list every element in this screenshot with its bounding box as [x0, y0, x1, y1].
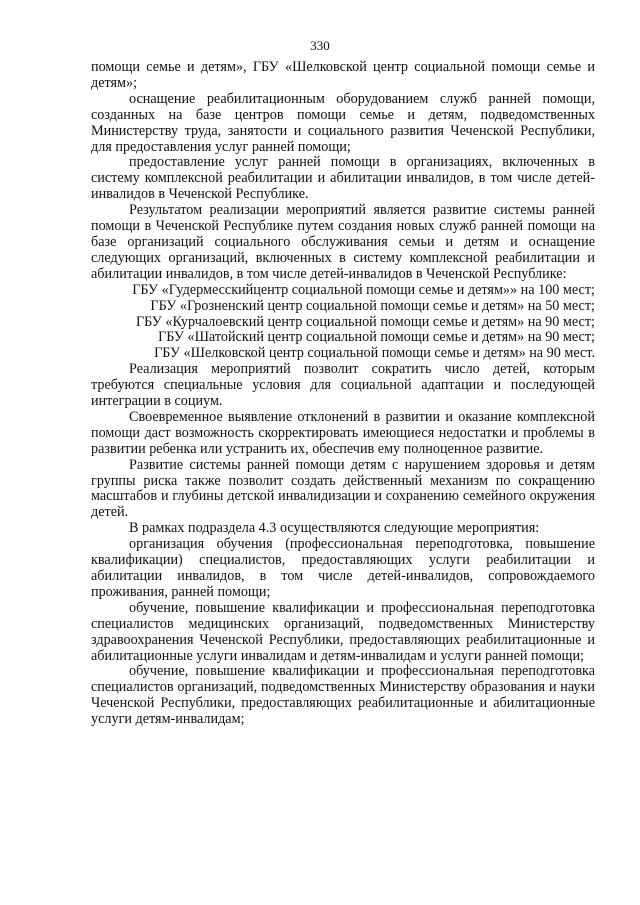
org-list-item: ГБУ «Грозненский центр социальной помощи семье и детям» на 50 мест; [150, 297, 595, 314]
document-body [91, 60, 595, 728]
paragraph-medical-training: обучение, повышение квалификации и профессиональная переподготовка специалистов медицинских организаций, подведомственных Министерству здравоохранения Чеченской Республики, предоставляющих реабилитационные и абилитационные услуги инвалидам и детям-инвалидам и услуги ранней помощи; [91, 599, 595, 664]
paragraph-equipment: оснащение реабилитационным оборудованием служб ранней помощи, созданных на базе центров помощи семье и детям, подведомственных Министерству труда, занятости и социального развития Чеченской Республики, для предоставления услуг ранней помощи; [91, 90, 595, 155]
org-list-item: ГБУ «Шатойский центр социальной помощи семье и детям» на 90 мест; [158, 329, 595, 346]
paragraph-result: Результатом реализации мероприятий является развитие системы ранней помощи в Чеченской Республике путем создания новых служб ранней помощи на базе организаций социального обслуживания семьи и детям и оснащение следующих организаций, включенных в систему комплексной реабилитации и абилитации инвалидов, в том числе детей-инвалидов в Чеченской Республике: [91, 202, 595, 282]
org-list-item: ГБУ «Гудермесскийцентр социальной помощи семье и детям»» на 100 мест; [132, 281, 595, 298]
page-number: 330 [310, 38, 330, 53]
org-list-item: ГБУ «Курчалоевский центр социальной помощи семье и детям» на 90 мест; [135, 313, 595, 330]
paragraph-early-detection: Своевременное выявление отклонений в развитии и оказание комплексной помощи даст возможность скорректировать имеющиеся недостатки и проблемы в развитии ребенка или устранить их, обеспечив ему полноценное развитие. [91, 408, 595, 457]
paragraph-implementation: Реализация мероприятий позволит сократить число детей, которым требуются специальные условия для социальной адаптации и последующей интеграции в социум. [91, 361, 595, 410]
paragraph-education-training: обучение, повышение квалификации и профессиональная переподготовка специалистов организаций, подведомственных Министерству образования и науки Чеченской Республики, предоставляющих реабилитационные и абилитационные услуги детям-инвалидам; [91, 663, 595, 728]
paragraph-training-organization: организация обучения (профессиональная переподготовка, повышение квалификации) специалистов, предоставляющих услуги реабилитации и абилитации инвалидов, в том числе детей-инвалидов, сопровождаемого проживания, ранней помощи; [91, 536, 595, 600]
paragraph-services: предоставление услуг ранней помощи в организациях, включенных в систему комплексной реабилитации и абилитации инвалидов, в том числе детей-инвалидов в Чеченской Республике. [91, 154, 595, 203]
paragraph-continuation: помощи семье и детям», ГБУ «Шелковской центр социальной помощи семье и детям»; [91, 59, 595, 91]
paragraph-system-development: Развитие системы ранней помощи детям с нарушением здоровья и детям группы риска также позволит создать действенный механизм по сокращению масштабов и глубины детской инвалидизации и сохранению семейного окружения детей. [91, 456, 595, 521]
org-list-item: ГБУ «Шелковской центр социальной помощи семье и детям» на 90 мест. [154, 345, 595, 362]
paragraph-subsection-intro: В рамках подраздела 4.3 осуществляются следующие мероприятия: [129, 520, 540, 537]
